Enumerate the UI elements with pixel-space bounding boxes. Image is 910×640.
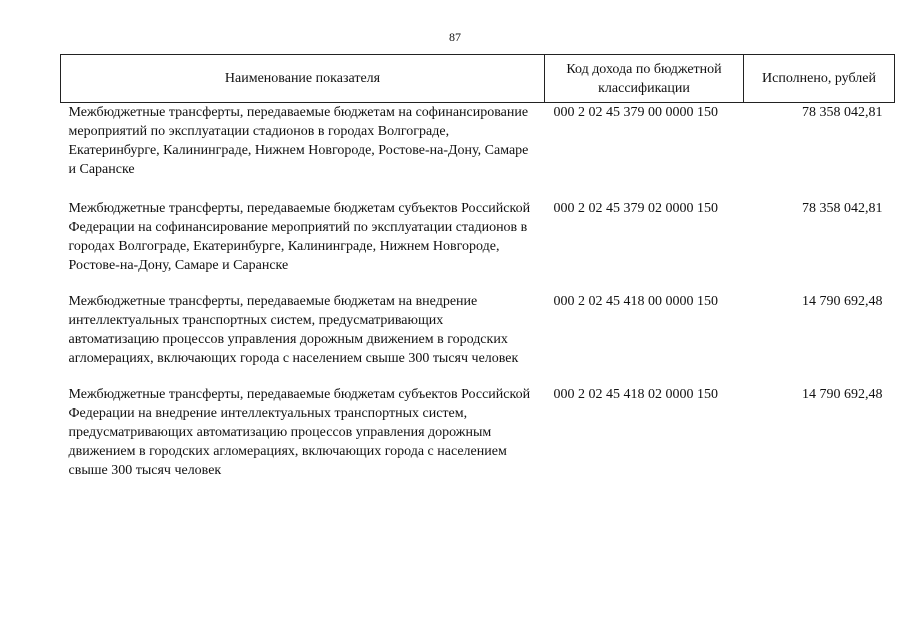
budget-revenue-table: [60, 54, 895, 480]
table-header-row: [61, 55, 895, 103]
executed-amount-cell: 14 790 692,48: [802, 387, 883, 402]
table-row: [61, 199, 895, 275]
revenue-code-cell: 000 2 02 45 379 00 0000 150: [553, 105, 718, 120]
row-spacer: [61, 368, 895, 385]
table-row: [61, 103, 895, 180]
revenue-code-cell: 000 2 02 45 379 02 0000 150: [553, 201, 718, 216]
executed-amount-cell: 14 790 692,48: [802, 294, 883, 309]
table-row: [61, 292, 895, 368]
table-row: [61, 385, 895, 480]
row-spacer: [61, 179, 895, 199]
revenue-code-cell: 000 2 02 45 418 02 0000 150: [553, 387, 718, 402]
table-body: [61, 103, 895, 481]
column-header-name: Наименование показателя: [61, 55, 545, 103]
indicator-name-cell: Межбюджетные трансферты, передаваемые бюджетам субъектов Российской Федерации на внедрение интеллектуальных транспортных систем, предусматривающих автоматизацию процессов управления дорожным движением в городских агломерациях, включающих города с населением свыше 300 тысяч человек: [68, 387, 531, 478]
indicator-name-cell: Межбюджетные трансферты, передаваемые бюджетам субъектов Российской Федерации на софинансирование мероприятий по эксплуатации стадионов в городах Волгограде, Екатеринбурге, Калининграде, Нижнем Новгороде, Ростове-на-Дону, Самаре и Саранске: [68, 201, 531, 273]
row-spacer: [61, 275, 895, 292]
table-header: [61, 55, 895, 103]
indicator-name-cell: Межбюджетные трансферты, передаваемые бюджетам на софинансирование мероприятий по эксплуатации стадионов в городах Волгограде, Екатеринбурге, Калининграде, Нижнем Новгороде, Ростове-на-Дону, Самаре и Саранске: [68, 105, 529, 177]
page-number: 87: [449, 30, 461, 44]
executed-amount-cell: 78 358 042,81: [802, 105, 883, 120]
revenue-code-cell: 000 2 02 45 418 00 0000 150: [553, 294, 718, 309]
column-header-code: Код дохода по бюджетной классификации: [545, 55, 744, 103]
executed-amount-cell: 78 358 042,81: [802, 201, 883, 216]
indicator-name-cell: Межбюджетные трансферты, передаваемые бюджетам на внедрение интеллектуальных транспортных систем, предусматривающих автоматизацию процессов управления дорожным движением в городских агломерациях, включающих города с населением свыше 300 тысяч человек: [68, 294, 519, 366]
column-header-amount: Исполнено, рублей: [744, 55, 895, 103]
